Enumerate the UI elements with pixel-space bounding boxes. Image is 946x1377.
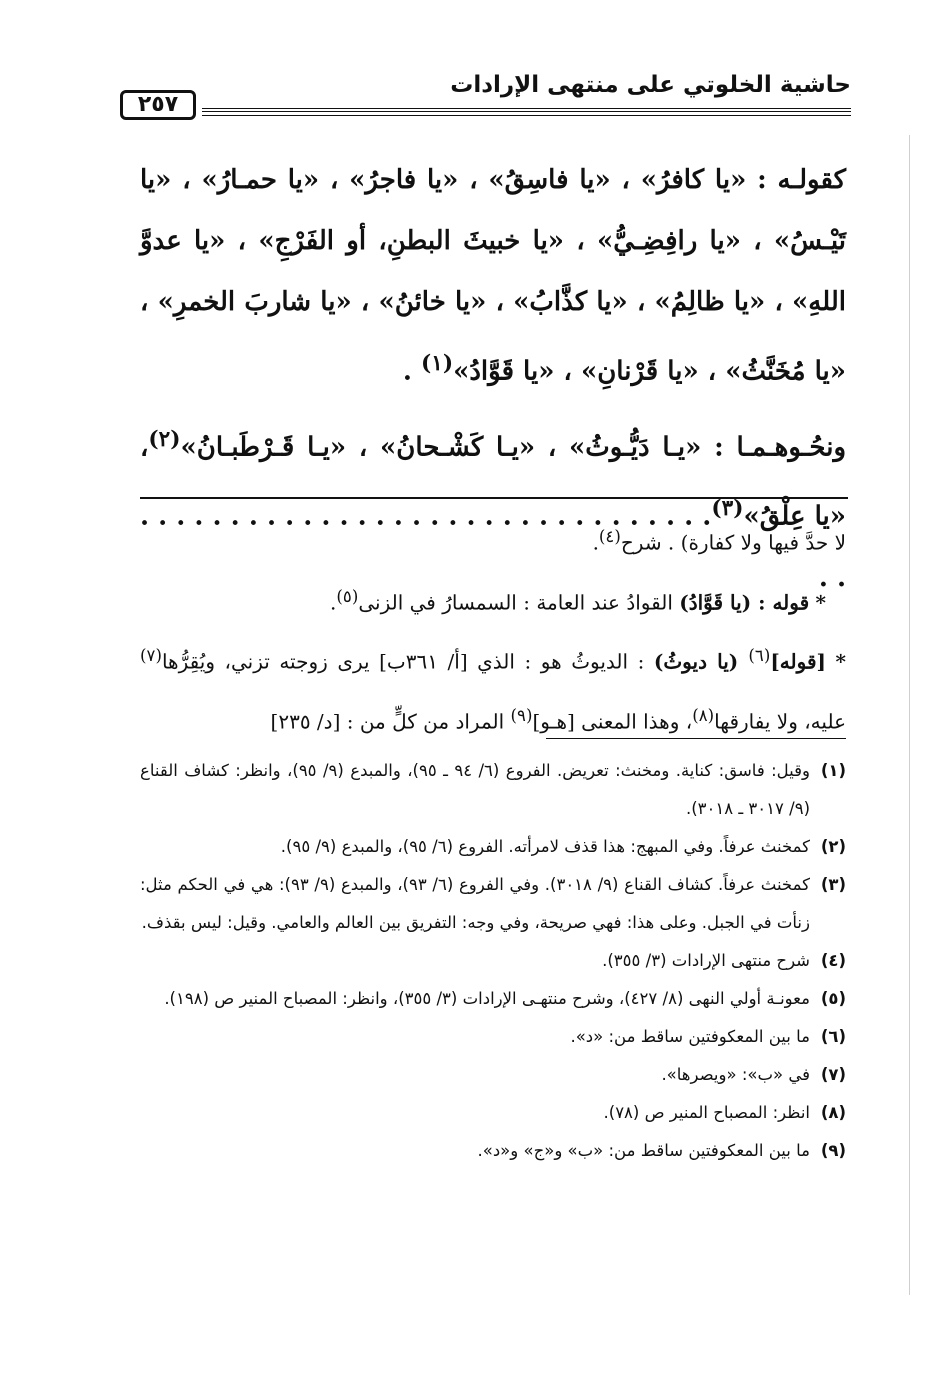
footnote-text: شرح منتهى الإرادات (٣/ ٣٥٥). [602,951,810,970]
page-edge-line [909,135,910,1295]
commentary-label: [قوله] [770,649,826,674]
footnote-ref: (٤) [598,527,621,546]
matn-text: كقولـه : «يا كافرُ» ، «يا فاسِقُ» ، «يا فاجرُ» ، «يا حمـارُ» ، «يا تَيْـسُ» ، «يا رافِضِـيُّ» ، «يا خبيثَ البطنِ، أو الفَرْجِ» ، «يا عدوَّ اللهِ» ، «يا ظالِمُ» ، «يا كذَّابُ» ، «يا خائنُ» ، «يا شاربَ الخمرِ» ، «يا مُخَنَّثُ» ، «يا قَرْنانِ» ، «يا قَوَّادُ» [140,165,846,387]
footnote-text: ما بين المعكوفتين ساقط من: «د». [570,1027,810,1046]
page-number: ٢٥٧ [120,90,196,120]
footnote-item [140,980,846,1018]
footnote-number: (١) [820,761,846,780]
footnote-item [140,1132,846,1170]
footnote-item [140,1094,846,1132]
footnote-number: (٦) [820,1027,846,1046]
footnote-number: (٨) [820,1103,846,1122]
footnote-item [140,1018,846,1056]
footnote-ref: (١) [420,351,454,376]
footnote-ref: (٣) [711,496,744,522]
footnote-number: (٣) [820,875,846,894]
commentary-text-span: عليه، ولا يفارقها [714,709,846,734]
commentary-label: (يا ديوثُ) [653,649,749,674]
running-title: حاشية الخلوتي على منتهى الإرادات [450,72,851,98]
matn-text: ، «يا عِلْقُ» [140,432,847,532]
footnote-text: انظر: المصباح المنير ص (٧٨). [603,1103,810,1122]
footnote-item [140,866,846,942]
matn-text: ونحُـوهـمـا : «يـا دَيُّـوثُ» ، «يـا كَشْـحانُ» ، «يـا قَـرْطَبـانُ» [180,432,846,463]
commentary-text-span: ، وهذا المعنى [هـو] [532,709,693,734]
header-rule [202,108,851,116]
footnote-item [140,828,846,866]
footnote-item [140,1056,846,1094]
section-divider [140,497,848,499]
ellipsis-dots: . . . . . . . . . . . . . . . . . . . . . . . . . . . . . . . . . . [140,501,846,593]
footnote-number: (٥) [820,989,846,1008]
footnote-text: ما بين المعكوفتين ساقط من: «ب» و«ج» و«د». [477,1141,810,1160]
star-icon: * [815,590,826,615]
footnote-number: (٧) [820,1065,846,1084]
footnote-text: في «ب»: «ويصرها». [661,1065,810,1084]
footnotes [140,752,846,1170]
footnote-ref: (٧) [140,646,162,666]
footnote-text: كمخنث عرفاً. كشاف القناع (٩/ ٣٠١٨). وفي الفروع (٦/ ٩٣)، والمبدع (٩/ ٩٣): هي في الحكم مثل: زنأت في الجبل. وعلى هذا: فهي صريحة، وفي وجه: التفريق بين العالم والعامي. وقيل: ليس بقذف. [140,875,810,932]
footnote-text: معونـة أولي النهى (٨/ ٤٢٧)، وشرح منتهـى الإرادات (٣/ ٣٥٥)، وانظر: المصباح المنير ص (١٩٨). [164,989,810,1008]
footnote-item [140,752,846,828]
footnote-ref: (٨) [692,705,715,725]
commentary-text-span: القوادُ عند العامة : السمسارُ في الزنى [358,590,680,615]
footnote-divider [546,738,846,739]
commentary-label: قوله : (يا قَوَّادُ) [679,590,810,615]
matn-text: . [402,356,421,387]
matn-paragraph-1 [140,150,846,403]
footnote-ref: (٩) [510,705,533,725]
footnote-ref: (٦) [748,646,771,666]
footnote-text: كمخنث عرفاً. وفي المبهج: هذا قذف لامرأته. الفروع (٦/ ٩٥)، والمبدع (٩/ ٩٥). [280,837,810,856]
commentary-text-span: . [592,530,599,555]
commentary-text-span: لا حدَّ فيها ولا كفارة) . شرح [620,530,846,555]
page-header [120,72,851,122]
footnote-ref: (٥) [336,586,359,606]
star-icon: * [835,649,846,674]
commentary-text [140,510,846,749]
footnote-item [140,942,846,980]
footnote-ref: (٢) [148,426,181,452]
footnote-text: وقيل: فاسق: كناية. ومخنث: تعريض. الفروع (٦/ ٩٤ ـ ٩٥)، والمبدع (٩/ ٩٥)، وانظر: كشاف القناع (٩/ ٣٠١٧ ـ ٣٠١٨). [140,761,811,818]
commentary-item [140,570,846,630]
footnote-number: (٢) [820,837,846,856]
commentary-line [140,510,846,570]
commentary-text-span: . [330,590,337,615]
commentary-text-span: المراد من كلٍّ من : [د/ ٢٣٥] [270,709,511,734]
footnote-number: (٩) [820,1141,846,1160]
commentary-item [140,629,846,748]
footnote-number: (٤) [820,951,846,970]
commentary-text-span: : الديوثُ هو : الذي [أ/ ٣٦١ب] يرى زوجته تزني، ويُقِرُّها [161,649,654,674]
